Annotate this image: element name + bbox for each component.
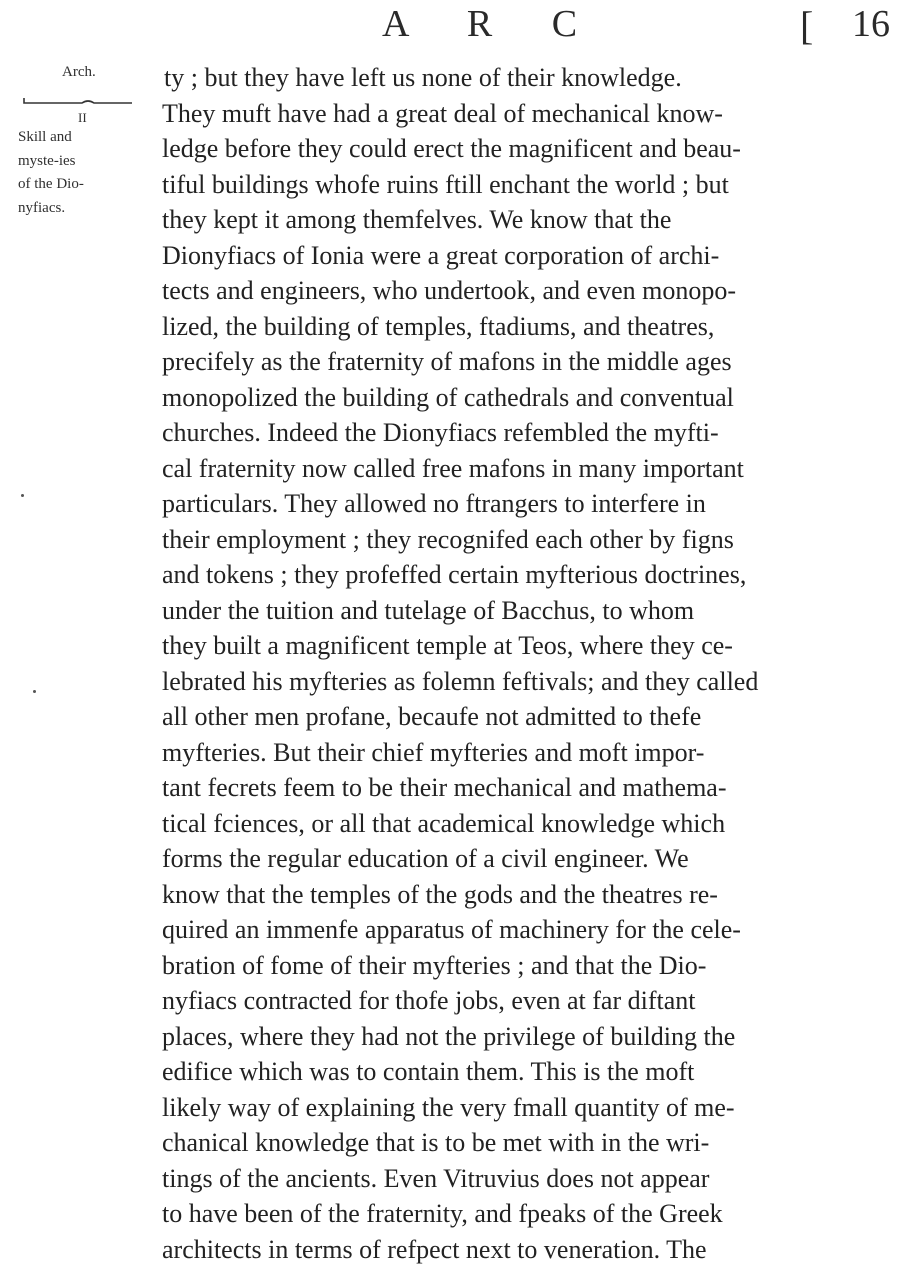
text-line: particulars. They allowed no ftrangers to interfere in xyxy=(162,486,914,522)
text-line: chanical knowledge that is to be met with in the wri- xyxy=(162,1125,914,1161)
text-line: likely way of explaining the very fmall quantity of me- xyxy=(162,1090,914,1126)
ink-speck xyxy=(33,690,36,693)
text-line: quired an immenfe apparatus of machinery for the cele- xyxy=(162,912,914,948)
text-line: they kept it among themfelves. We know that the xyxy=(162,202,914,238)
text-line: churches. Indeed the Dionyfiacs refembled the myfti- xyxy=(162,415,914,451)
margin-note-line: of the Dio- xyxy=(18,173,158,197)
text-line: tings of the ancients. Even Vitruvius does not appear xyxy=(162,1161,914,1197)
text-line: tects and engineers, who undertook, and even monopo- xyxy=(162,273,914,309)
text-line: bration of fome of their myfteries ; and that the Dio- xyxy=(162,948,914,984)
margin-note xyxy=(18,126,158,220)
margin-note-line: Skill and xyxy=(18,126,158,150)
text-line: forms the regular education of a civil engineer. We xyxy=(162,841,914,877)
text-line: nyfiacs contracted for thofe jobs, even at far diftant xyxy=(162,983,914,1019)
text-line: under the tuition and tutelage of Bacchus, to whom xyxy=(162,593,914,629)
text-line: edifice which was to contain them. This is the moft xyxy=(162,1054,914,1090)
text-line: architects in terms of refpect next to veneration. The xyxy=(162,1232,914,1267)
text-line: They muft have had a great deal of mechanical know- xyxy=(162,96,914,132)
text-line: tical fciences, or all that academical knowledge which xyxy=(162,806,914,842)
text-line: places, where they had not the privilege of building the xyxy=(162,1019,914,1055)
text-line: ledge before they could erect the magnificent and beau- xyxy=(162,131,914,167)
text-line: tiful buildings whofe ruins ftill enchant the world ; but xyxy=(162,167,914,203)
text-line: monopolized the building of cathedrals and conventual xyxy=(162,380,914,416)
margin-section-number: II xyxy=(78,110,87,126)
text-line: their employment ; they recognifed each other by figns xyxy=(162,522,914,558)
text-line: myfteries. But their chief myfteries and moft impor- xyxy=(162,735,914,771)
text-line: all other men profane, becaufe not admitted to thefe xyxy=(162,699,914,735)
running-head-bracket: [ xyxy=(800,2,813,49)
body-text xyxy=(162,60,914,1267)
text-line: they built a magnificent temple at Teos, where they ce- xyxy=(162,628,914,664)
margin-note-line: myste-ies xyxy=(18,150,158,174)
text-line: lized, the building of temples, ftadiums, and theatres, xyxy=(162,309,914,345)
text-line: Dionyfiacs of Ionia were a great corporation of archi- xyxy=(162,238,914,274)
text-line: to have been of the fraternity, and fpeaks of the Greek xyxy=(162,1196,914,1232)
text-line: and tokens ; they profeffed certain myfterious doctrines, xyxy=(162,557,914,593)
running-head xyxy=(0,2,910,52)
ink-speck xyxy=(21,494,24,497)
text-line: precifely as the fraternity of mafons in the middle ages xyxy=(162,344,914,380)
text-line: know that the temples of the gods and the theatres re- xyxy=(162,877,914,913)
running-head-title: A R C xyxy=(382,2,602,46)
text-line: ty ; but they have left us none of their knowledge. xyxy=(162,60,914,96)
text-line: lebrated his myfteries as folemn feftivals; and they called xyxy=(162,664,914,700)
margin-note-line: nyfiacs. xyxy=(18,197,158,221)
margin-catchword: Arch. xyxy=(62,64,96,81)
text-line: tant fecrets feem to be their mechanical and mathema- xyxy=(162,770,914,806)
margin-rule xyxy=(22,96,134,106)
page-number: 16 xyxy=(852,2,890,46)
text-line: cal fraternity now called free mafons in many important xyxy=(162,451,914,487)
